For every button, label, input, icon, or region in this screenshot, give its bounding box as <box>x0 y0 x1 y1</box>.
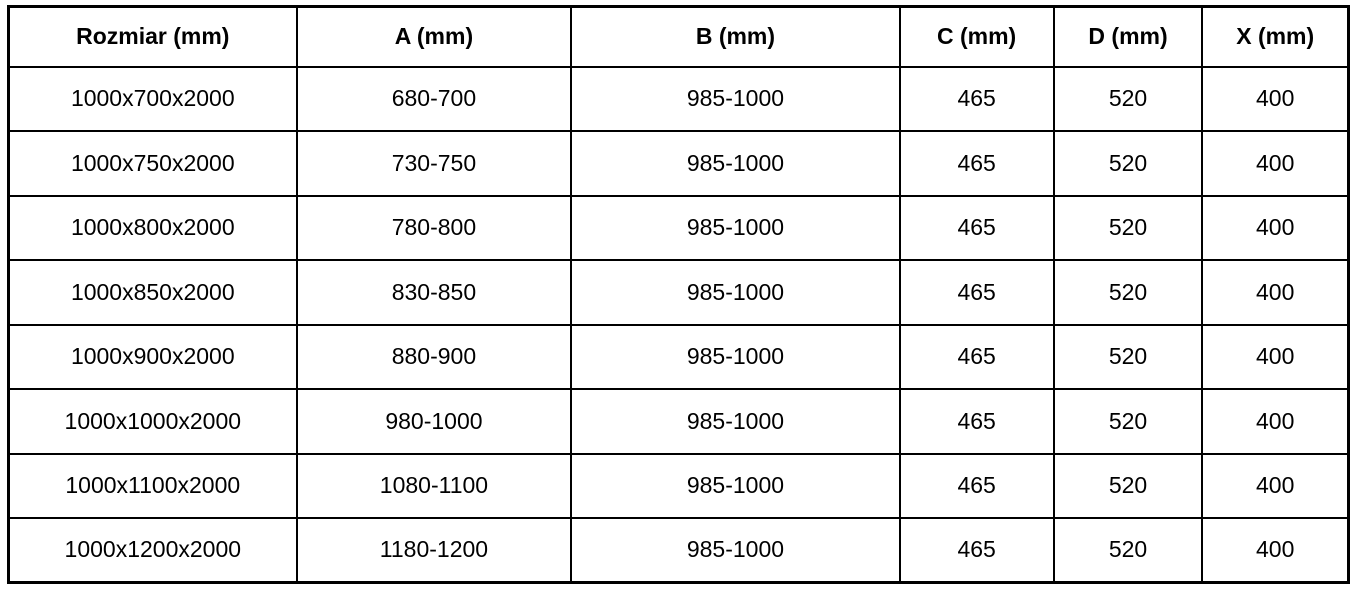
table-row <box>9 389 1349 454</box>
cell-rozmiar: 1000x1000x2000 <box>9 389 297 454</box>
cell-rozmiar: 1000x1200x2000 <box>9 518 297 583</box>
cell-x: 400 <box>1202 67 1348 132</box>
cell-a: 680-700 <box>297 67 572 132</box>
cell-d: 520 <box>1054 67 1203 132</box>
cell-c: 465 <box>900 67 1054 132</box>
cell-b: 985-1000 <box>571 389 899 454</box>
cell-a: 880-900 <box>297 325 572 390</box>
cell-a: 980-1000 <box>297 389 572 454</box>
table-header <box>9 7 1349 67</box>
cell-rozmiar: 1000x1100x2000 <box>9 454 297 519</box>
cell-c: 465 <box>900 389 1054 454</box>
cell-rozmiar: 1000x750x2000 <box>9 131 297 196</box>
cell-b: 985-1000 <box>571 196 899 261</box>
table-row <box>9 131 1349 196</box>
table-row <box>9 518 1349 583</box>
cell-x: 400 <box>1202 389 1348 454</box>
header-cell-a: A (mm) <box>297 7 572 67</box>
cell-d: 520 <box>1054 518 1203 583</box>
cell-b: 985-1000 <box>571 260 899 325</box>
cell-x: 400 <box>1202 196 1348 261</box>
cell-d: 520 <box>1054 389 1203 454</box>
size-spec-table <box>7 5 1350 584</box>
cell-d: 520 <box>1054 260 1203 325</box>
cell-x: 400 <box>1202 518 1348 583</box>
table-row <box>9 454 1349 519</box>
cell-d: 520 <box>1054 454 1203 519</box>
table-row <box>9 260 1349 325</box>
cell-b: 985-1000 <box>571 325 899 390</box>
cell-c: 465 <box>900 325 1054 390</box>
table-row <box>9 67 1349 132</box>
cell-b: 985-1000 <box>571 67 899 132</box>
cell-d: 520 <box>1054 131 1203 196</box>
header-cell-rozmiar: Rozmiar (mm) <box>9 7 297 67</box>
cell-x: 400 <box>1202 454 1348 519</box>
cell-b: 985-1000 <box>571 131 899 196</box>
cell-rozmiar: 1000x900x2000 <box>9 325 297 390</box>
table-body <box>9 67 1349 583</box>
header-cell-c: C (mm) <box>900 7 1054 67</box>
header-cell-x: X (mm) <box>1202 7 1348 67</box>
cell-x: 400 <box>1202 131 1348 196</box>
table-row <box>9 196 1349 261</box>
cell-c: 465 <box>900 196 1054 261</box>
cell-b: 985-1000 <box>571 518 899 583</box>
header-row <box>9 7 1349 67</box>
cell-c: 465 <box>900 260 1054 325</box>
header-cell-b: B (mm) <box>571 7 899 67</box>
table-row <box>9 325 1349 390</box>
cell-b: 985-1000 <box>571 454 899 519</box>
cell-d: 520 <box>1054 196 1203 261</box>
cell-a: 830-850 <box>297 260 572 325</box>
cell-x: 400 <box>1202 325 1348 390</box>
cell-rozmiar: 1000x800x2000 <box>9 196 297 261</box>
cell-d: 520 <box>1054 325 1203 390</box>
cell-a: 780-800 <box>297 196 572 261</box>
cell-a: 730-750 <box>297 131 572 196</box>
cell-c: 465 <box>900 131 1054 196</box>
header-cell-d: D (mm) <box>1054 7 1203 67</box>
cell-a: 1080-1100 <box>297 454 572 519</box>
cell-rozmiar: 1000x700x2000 <box>9 67 297 132</box>
cell-x: 400 <box>1202 260 1348 325</box>
cell-a: 1180-1200 <box>297 518 572 583</box>
cell-c: 465 <box>900 518 1054 583</box>
cell-rozmiar: 1000x850x2000 <box>9 260 297 325</box>
cell-c: 465 <box>900 454 1054 519</box>
